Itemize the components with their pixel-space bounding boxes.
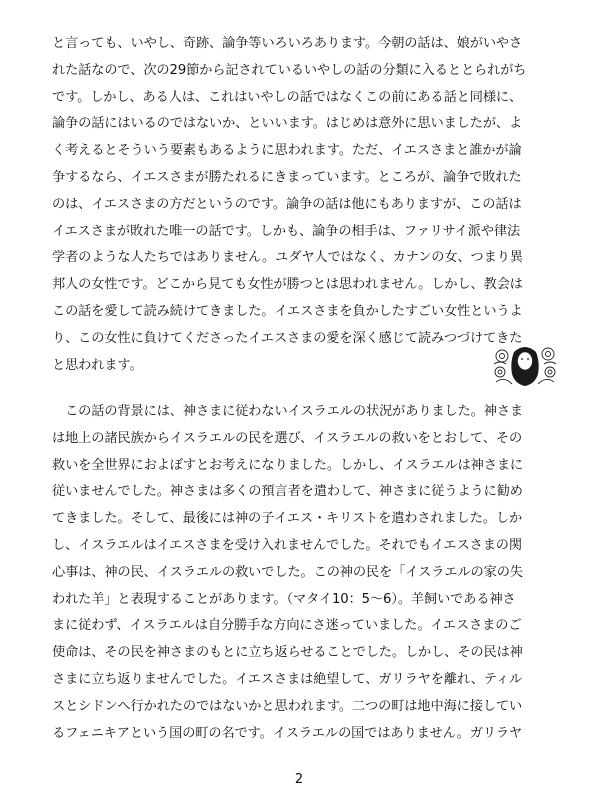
paragraph-1-line: く考えるとそういう要素もあるように思われます。ただ、イエスさまと誰かが論 bbox=[52, 143, 522, 159]
paragraph-2-line: は地上の諸民族からイスラエルの民を選び、イスラエルの救いをとおして、その bbox=[52, 430, 523, 446]
paragraph-2-line: 従いませんでした。神さまは多くの預言者を遣わして、神さまに従うように勧め bbox=[52, 484, 523, 500]
paragraph-1-line: と思われます。 bbox=[52, 357, 143, 373]
paragraph-1-line: この話を愛して読み続けてきました。イエスさまを負かしたすごい女性というよ bbox=[52, 304, 523, 319]
paragraph-1-line: 邦人の女性です。どこから見ても女性が勝つとは思われません。しかし、教会は bbox=[52, 277, 523, 293]
paragraph-2-line: まに従わず、イスラエルは自分勝手な方向にさ迷っていました。イエスさまのご bbox=[52, 618, 522, 634]
paragraph-2-line: 救いを全世界におよぼすとお考えになりました。しかし、イスラエルは神さまに bbox=[52, 457, 524, 473]
paragraph-2-line: この話の背景には、神さまに従わないイスラエルの状況がありました。神さま bbox=[52, 404, 524, 419]
paragraph-2-line: し、イスラエルはイエスさまを受け入れませんでした。それでもイエスさまの関 bbox=[52, 538, 522, 553]
paragraph-1-line: り、この女性に負けてくださったイエスさまの愛を深く感じて読みつづけてきた bbox=[52, 330, 523, 346]
paragraph-1-line: のは、イエスさまの方だというのです。論争の話は他にもありますが、この話は bbox=[52, 196, 522, 212]
paragraph-1-line: れた話なので、次の29節から記されているいやしの話の分類に入るととられがち bbox=[52, 62, 527, 78]
paragraph-1-line: イエスさまが敗れた唯一の話です。しかも、論争の相手は、ファリサイ派や律法 bbox=[52, 223, 521, 239]
paragraph-2-line: るフェニキアという国の町の名です。イスラエルの国ではありません。ガリラヤ bbox=[52, 725, 523, 741]
paragraph-1-line: 争するなら、イエスさまが勝たれるにきまっています。ところが、論争で敗れた bbox=[52, 170, 522, 185]
paragraph-1-line: です。しかし、ある人は、これはいやしの話ではなくこの前にある話と同様に、 bbox=[52, 89, 523, 105]
paragraph-2-line: さまに立ち返りませんでした。イエスさまは絶望して、ガリラヤを離れ、ティル bbox=[52, 672, 523, 687]
paragraph-2-line: スとシドンへ行かれたのではないかと思われます。二つの町は地中海に接してい bbox=[52, 698, 523, 714]
paragraph-2-line: 使命は、その民を神さまのもとに立ち返らせることでした。しかし、その民は神 bbox=[52, 645, 523, 661]
paragraph-1-line: 論争の話にはいるのではないか、といいます。はじめは意外に思いましたが、よ bbox=[52, 116, 523, 132]
paragraph-2-line: 心事は、神の民、イスラエルの救いでした。この神の民を「イスラエルの家の失 bbox=[52, 564, 523, 580]
paragraph-2-line: てきました。そして、最後には神の子イエス・キリストを遣わされました。しか bbox=[52, 511, 523, 527]
jesus-portrait-illustration bbox=[492, 342, 558, 388]
paragraph-2-line: われた羊」と表現することがあります。（マタイ10：5～6）。羊飼いである神さ bbox=[52, 591, 516, 607]
paragraph-1-line: と言っても、いやし、奇跡、論争等いろいろあります。今朝の話は、娘がいやさ bbox=[52, 36, 523, 51]
page-number: 2 bbox=[294, 772, 304, 787]
paragraph-1-line: 学者のような人たちではありません。ユダヤ人ではなく、カナンの女、つまり異 bbox=[52, 250, 523, 266]
